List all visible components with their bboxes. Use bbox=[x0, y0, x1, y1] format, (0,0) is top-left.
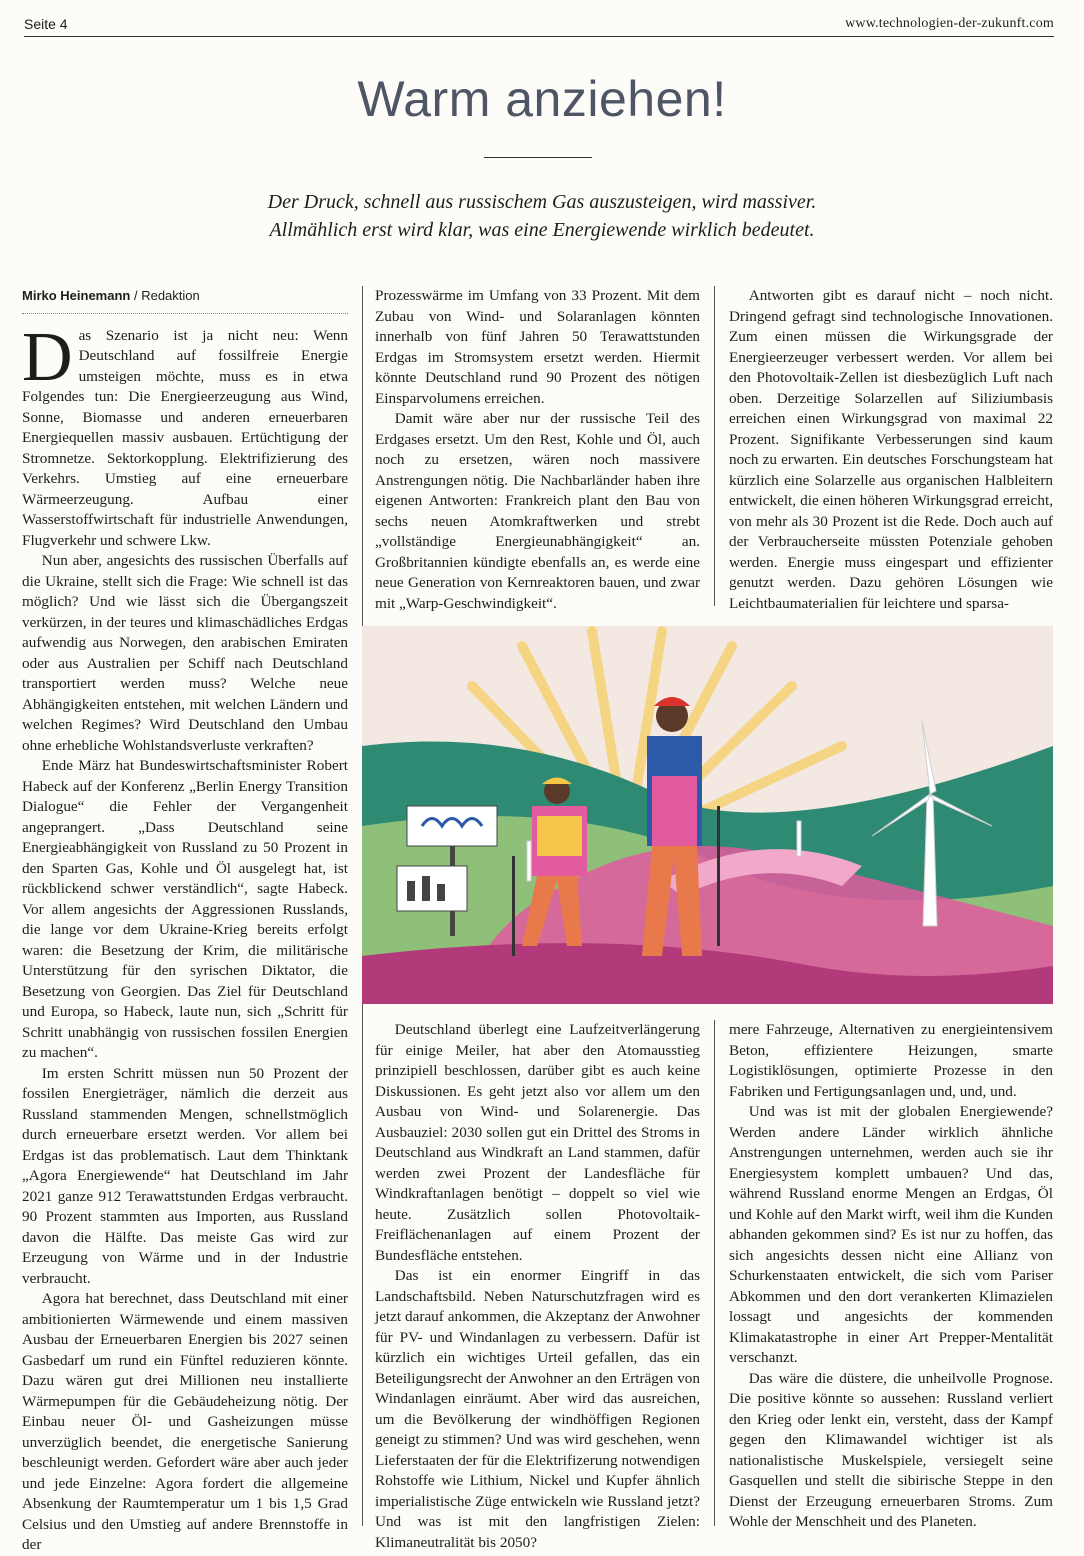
author-name: Mirko Heinemann bbox=[22, 288, 131, 303]
paragraph: mere Fahrzeuge, Alternativen zu energieintensivem Beton, effizientere Heizungen, smarte Logistiklösungen, optimierte Prozesse in den Fabriken und Fertigungsanlagen und, und, und. bbox=[729, 1021, 1053, 1100]
column-3 bbox=[729, 286, 1053, 614]
column-1 bbox=[22, 286, 348, 1556]
page-number: Seite 4 bbox=[24, 16, 68, 32]
paragraph: Deutschland überlegt eine Laufzeitverlängerung für einige Meiler, hat aber den Atomausstieg prinzipiell beschlossen, darüber gibt es auch keine Diskussionen. Es geht jetzt also vor allem um den Ausbau von Wind- und Solarenergie. Das Ausbauziel: 2030 sollen gut ein Drittel des Stroms in Deutschland aus Windkraft an Land stammen, dafür werden zwei Prozent der Landesfläche für Windkraftanlagen benötigt – doppelt so viel wie heute. Zusätzlich sollen Photovoltaik-Freiflächenanlagen auf einem Prozent der Bundesfläche entstehen. bbox=[375, 1021, 700, 1264]
paragraph: Damit wäre aber nur der russische Teil des Erdgases ersetzt. Um den Rest, Kohle und Öl, auch noch zu ersetzen, wären noch massivere Anstrengungen nötig. Die Nachbarländer haben ihre eigenen Antworten: Frankreich plant den Bau von sechs neuen Atomkraftwerken und strebt „vollständige Energieunabhängigkeit“ an. Großbritannien kündigte ebenfalls an, es werde eine neue Generation von Kernreaktoren bauen, und zwar mit „Warp-Geschwindigkeit“. bbox=[375, 410, 700, 612]
column-2-lower bbox=[375, 1020, 700, 1553]
column-2 bbox=[375, 286, 700, 614]
article-title: Warm anziehen! bbox=[357, 71, 727, 127]
title-divider bbox=[484, 157, 592, 158]
lead-line-1: Der Druck, schnell aus russischem Gas auszusteigen, wird massiver. bbox=[267, 191, 817, 213]
page-header bbox=[24, 14, 1054, 37]
byline bbox=[22, 286, 348, 314]
paragraph-text: as Szenario ist ja nicht neu: Wenn Deutschland auf fossilfreie Energie umsteigen möchte, muss es in etwa Folgendes tun: Die Energieerzeugung aus Wind, Sonne, Biomasse und anderen erneuerbaren Energiequellen massiv ausbauen. Ertüchtigung der Stromnetze. Sektorkopplung. Elektrifizierung des Verkehrs. Umstieg auf eine erneuerbare Wärmeerzeugung. Aufbau einer Wasserstoffwirtschaft für industrielle Anwendungen, Flugverkehr und schwere Lkw. bbox=[22, 326, 348, 549]
paragraph: Prozesswärme im Umfang von 33 Prozent. Mit dem Zubau von Wind- und Solaranlagen könnten innerhalb von fünf Jahren 50 Terawattstunden Erdgas im Stromsystem ersetzt werden. Hiermit könnte Deutschland rund 90 Prozent des nötigen Einsparvolumens erreichen. bbox=[375, 287, 700, 407]
lead-line-2: Allmählich erst wird klar, was eine Energiewende wirklich bedeutet. bbox=[269, 219, 815, 241]
paragraph: Antworten gibt es darauf nicht – noch nicht. Dringend gefragt sind technologische Innovationen. Zum einen müssen die Wirkungsgrade der Energieerzeuger verbessert werden. Vor allem bei den Photovoltaik-Zellen ist diesbezüglich Luft nach oben. Derzeitige Solarzellen auf Siliziumbasis erreichen einen Wirkungsgrad von maximal 22 Prozent. Signifikante Verbesserungen sind kaum noch zu erwarten. Ein deutsches Forschungsteam hat kürzlich eine Solarzelle aus organischen Halbleitern entwickelt, die einen höheren Wirkungsgrad erreicht, von mehr als 30 Prozent ist die Rede. Doch auch auf der Verbraucherseite müssten Potenziale gehoben werden. Energie muss eingespart und effizienter genutzt werden. Dazu gehören Lösungen wie Leichtbaumaterialien für leichtere und sparsa- bbox=[729, 287, 1053, 612]
paragraph: Das wäre die düstere, die unheilvolle Prognose. Die positive könnte so aussehen: Russland verliert den Krieg oder lenkt ein, versteht, dass der Kampf gegen den Klimawandel wichtiger ist als nationalistische Muskelspiele, versiegelt seine Gasquellen und stellt die sibirische Steppe in den Dienst der Erzeugung erneuerbaren Stroms. Zum Wohle der Menschheit und des Planeten. bbox=[729, 1369, 1053, 1530]
article-lead bbox=[120, 188, 964, 244]
website-url[interactable]: www.technologien-der-zukunft.com bbox=[845, 16, 1054, 31]
paragraph: Im ersten Schritt müssen nun 50 Prozent der fossilen Energieträger, nämlich die derzeit aus Russland stammenden Mengen, schnellstmöglich durch erneuerbare ersetzt werden. Vor allem bei Erdgas ist das problematisch. Laut dem Thinktank „Agora Energiewende“ hat Deutschland im Jahr 2021 ganze 912 Terawattstunden Erdgas verbraucht. 90 Prozent stammten aus Importen, aus Russland davon die Hälfte. Das meiste Gas wird zur Erzeugung von Wärme und in der Industrie verbraucht. bbox=[22, 1064, 348, 1287]
paragraph: Und was ist mit der globalen Energiewende? Werden andere Länder wirklich ähnliche Anstrengungen unternehmen, werden auch sie ihr Energiesystem komplett umbauen? Und das, während Russland enorme Mengen an Erdgas, Öl und Kohle auf den Markt wirft, weil ihm die Kunden abhanden gekommen sind? Es ist nur zu hoffen, das sich angesichts dessen nicht eine Allianz von Schurkenstaaten entwickelt, die sich vom Pariser Abkommen und den dort verankerten Klimazielen lossagt und angesichts der kommenden Klimakatastrophe in einer Art Prepper-Mentalität verschanzt. bbox=[729, 1103, 1053, 1366]
paragraph: Das ist ein enormer Eingriff in das Landschaftsbild. Neben Naturschutzfragen wird es jetzt darauf ankommen, die Akzeptanz der Anwohner für PV- und Windanlagen zu verbessern. Dafür ist kürzlich ein wichtiges Urteil gefallen, das ein Beteiligungsrecht der Anwohner an den Erträgen von Windanlagen einräumt. Aber wird das ausreichen, um die Bevölkerung der windhöffigen Regionen geneigt zu stimmen? Und was wird geschehen, wenn Lieferstaaten der für die Elektrifizerung notwendigen Rohstoffe wie Lithium, Nickel und Kupfer ähnlich imperialistische Züge entwickeln wie Russland jetzt? Und was ist mit den langfristigen Zielen: Klimaneutralität bis 2050? bbox=[375, 1267, 700, 1551]
column-divider bbox=[714, 1020, 715, 1526]
paragraph: Agora hat berechnet, dass Deutschland mit einer ambitionierten Wärmewende und einem massiven Ausbau der Erneuerbaren Energien bis 2027 seinen Gasbedarf um rund ein Fünftel reduzieren könnte. Dazu wären gut drei Millionen neu installierte Wärmepumpen für die Gebäudeheizung nötig. Der Einbau neuer Öl- und Gasheizungen müsse unverzüglich beendet, die energetische Sanierung beschleunigt werden. Gefordert wäre aber auch jeder und jede Einzelne: Agora fordert die allgemeine Absenkung der Raumtemperatur um 1 bis 1,5 Grad Celsius und den Umstieg auf andere Brennstoffe in der bbox=[22, 1290, 348, 1553]
paragraph: Ende März hat Bundeswirtschaftsminister Robert Habeck auf der Konferenz „Berlin Energy Transition Dialogue“ die Fehler der Vergangenheit angeprangert. „Dass Deutschland seine Energieabhängigkeit von Russland zu 50 Prozent in den Sparten Gas, Kohle und Öl ausgelegt hat, ist rückblickend schwer verständlich“, sagte Habeck. Vor allem angesichts der Aggressionen Russlands, die lange vor dem Ukraine-Krieg bereits erfolgt waren: die Besetzung der Krim, die militärische Unterstützung für den syrischen Diktator, die Besetzung von Georgien. Das Ziel für Deutschland und Europa, so Habeck, laute nun, sich „Schritt für Schritt unabhängig von russischen fossilen Energien zu machen“. bbox=[22, 757, 348, 1061]
paragraph bbox=[22, 318, 348, 552]
hikers-sunrise-wind-turbines-icon bbox=[362, 626, 1053, 1004]
column-divider bbox=[714, 286, 715, 606]
drop-cap: D bbox=[22, 318, 73, 396]
paragraph: Nun aber, angesichts des russischen Überfalls auf die Ukraine, stellt sich die Frage: Wie schnell ist das möglich? Und wie lässt sich die Übergangszeit verkürzen, in der teures und klimaschädliches Erdgas aufwendig aus Norwegen, den arabischen Emiraten oder aus Australien per Schiff nach Deutschland transportiert werden muss? Welche neue Abhängigkeiten entstehen, mit welchen Ländern und welchen Regimes? Wird Deutschland den Umbau ohne erhebliche Wohlstandsverluste verkraften? bbox=[22, 552, 348, 754]
hikers-illustration bbox=[362, 626, 1053, 1004]
author-role: / Redaktion bbox=[130, 288, 200, 303]
column-3-lower bbox=[729, 1020, 1053, 1533]
